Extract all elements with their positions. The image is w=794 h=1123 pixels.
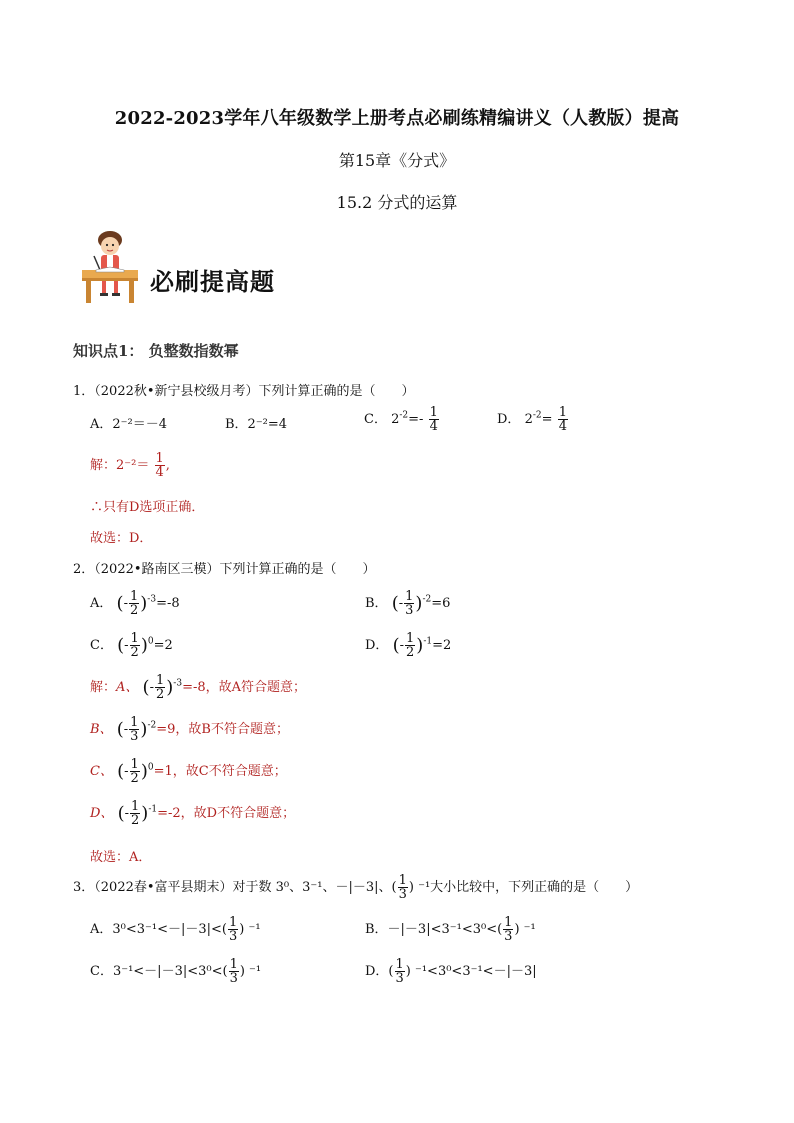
exponent: 0 bbox=[147, 636, 154, 647]
right-paren: ) bbox=[140, 761, 148, 782]
numerator: 1 bbox=[131, 799, 140, 814]
student-at-desk-icon bbox=[78, 226, 148, 306]
q1-option-c bbox=[364, 406, 440, 433]
numerator: 1 bbox=[558, 405, 567, 420]
value: =9，故B不符合题意； bbox=[156, 722, 289, 737]
fraction bbox=[130, 632, 140, 659]
knowledge-point-heading: 知识点1： 负整数指数幂 bbox=[73, 342, 239, 360]
chapter-title: 第15章《分式》 bbox=[338, 151, 456, 170]
fraction bbox=[228, 916, 238, 943]
denominator: 4 bbox=[429, 419, 438, 434]
right-paren: ) bbox=[140, 593, 148, 614]
q1-option-d bbox=[497, 406, 569, 433]
part-2: ) ⁻¹<3⁰<3⁻¹<－|－3| bbox=[405, 964, 537, 979]
exponent: -1 bbox=[423, 636, 433, 647]
right-paren: ) bbox=[140, 635, 148, 656]
fraction bbox=[395, 958, 405, 985]
q1-c-fraction bbox=[429, 406, 439, 433]
fraction bbox=[503, 916, 513, 943]
right-paren: ) bbox=[416, 635, 424, 656]
right-paren: ) bbox=[166, 677, 174, 698]
part-2: ) ⁻¹ bbox=[514, 922, 536, 937]
q1-option-d-label: D． bbox=[497, 412, 521, 427]
denominator: 2 bbox=[406, 645, 415, 660]
right-paren: ) bbox=[415, 593, 423, 614]
exponent: -2 bbox=[422, 594, 432, 605]
part-1: D．( bbox=[365, 964, 394, 979]
letter: A、 bbox=[116, 680, 139, 695]
fraction bbox=[398, 874, 408, 901]
numerator: 1 bbox=[406, 631, 415, 646]
q2-solution-line-3 bbox=[90, 758, 287, 785]
numerator: 1 bbox=[229, 957, 238, 972]
value: =-8 bbox=[156, 596, 180, 611]
denominator: 3 bbox=[398, 887, 407, 902]
numerator: 1 bbox=[229, 915, 238, 930]
denominator: 3 bbox=[504, 929, 513, 944]
q1-solution-line-2: ∴只有D选项正确． bbox=[90, 500, 205, 515]
q1-c-eq: =- bbox=[408, 412, 424, 427]
letter: C、 bbox=[90, 764, 113, 779]
numerator: 1 bbox=[130, 631, 139, 646]
q1-solution-line-3: 故选：D． bbox=[90, 531, 153, 546]
denominator: 4 bbox=[558, 419, 567, 434]
left-paren: ( bbox=[117, 761, 125, 782]
value: =2 bbox=[153, 638, 173, 653]
prefix: 解： bbox=[90, 680, 117, 695]
fraction bbox=[130, 800, 140, 827]
q2-solution-line-2 bbox=[90, 716, 289, 743]
q1-c-exp: -2 bbox=[399, 410, 409, 421]
q2-option-b bbox=[365, 590, 450, 617]
numerator: 1 bbox=[155, 673, 165, 688]
denominator: 3 bbox=[229, 971, 238, 986]
denominator: 2 bbox=[155, 687, 165, 702]
value: =-2，故D不符合题意； bbox=[157, 806, 296, 821]
fraction bbox=[229, 958, 239, 985]
document-title: 2022-2023学年八年级数学上册考点必刷练精编讲义（人教版）提高 bbox=[114, 108, 680, 129]
right-paren: ) bbox=[141, 803, 149, 824]
numerator: 1 bbox=[395, 957, 404, 972]
left-paren: ( bbox=[116, 593, 124, 614]
q1-d-exp: -2 bbox=[532, 410, 542, 421]
exponent: -3 bbox=[173, 678, 183, 689]
exponent: -2 bbox=[147, 720, 157, 731]
question-2-stem: 2．（2022•路南区三模）下列计算正确的是（ ） bbox=[73, 562, 376, 577]
numerator: 1 bbox=[405, 589, 414, 604]
denominator: 3 bbox=[229, 929, 238, 944]
exponent: -3 bbox=[147, 594, 157, 605]
stem-part-2: ) ⁻¹大小比较中，下列正确的是（ ） bbox=[408, 880, 639, 895]
letter: B、 bbox=[90, 722, 113, 737]
q1-sol-prefix: 解：2⁻²＝ bbox=[90, 458, 150, 473]
left-paren: ( bbox=[116, 719, 124, 740]
q1-c-base: 2 bbox=[391, 412, 400, 427]
fraction bbox=[129, 716, 139, 743]
denominator: 3 bbox=[130, 729, 139, 744]
q3-option-a bbox=[90, 916, 261, 943]
exponent: 0 bbox=[147, 762, 154, 773]
neg-sign: - bbox=[398, 596, 404, 611]
fraction bbox=[155, 674, 165, 701]
q2-solution-line-4 bbox=[90, 800, 295, 827]
value: =-8，故A符合题意； bbox=[182, 680, 307, 695]
label: C． bbox=[90, 638, 113, 653]
denominator: 3 bbox=[395, 971, 404, 986]
neg-sign: - bbox=[124, 806, 130, 821]
q1-d-fraction bbox=[558, 406, 568, 433]
left-paren: ( bbox=[142, 677, 150, 698]
numerator: 1 bbox=[504, 915, 513, 930]
numerator: 1 bbox=[129, 589, 139, 604]
part-2: ) ⁻¹ bbox=[239, 964, 262, 979]
banner-title: 必刷提高题 bbox=[150, 267, 275, 296]
fraction bbox=[404, 590, 414, 617]
left-paren: ( bbox=[392, 635, 400, 656]
part-1: B．－|－3|<3⁻¹<3⁰<( bbox=[365, 922, 503, 937]
denominator: 2 bbox=[130, 771, 139, 786]
value: =6 bbox=[431, 596, 451, 611]
fraction bbox=[405, 632, 415, 659]
label: D． bbox=[365, 638, 389, 653]
q3-option-b bbox=[365, 916, 536, 943]
q1-d-eq: = bbox=[541, 412, 553, 427]
q2-option-d bbox=[365, 632, 451, 659]
q2-option-c bbox=[90, 632, 173, 659]
numerator: 1 bbox=[155, 451, 164, 466]
q1-option-a: A．2⁻²＝－4 bbox=[90, 417, 168, 432]
label: B． bbox=[365, 596, 388, 611]
q3-option-d bbox=[365, 958, 537, 985]
q1-sol-comma: , bbox=[165, 458, 170, 473]
part-2: ) ⁻¹ bbox=[239, 922, 261, 937]
fraction bbox=[129, 590, 139, 617]
denominator: 2 bbox=[129, 603, 139, 618]
section-title: 15.2 分式的运算 bbox=[336, 193, 458, 212]
neg-sign: - bbox=[123, 596, 128, 611]
numerator: 1 bbox=[398, 873, 407, 888]
q2-final-answer: 故选：A． bbox=[90, 850, 152, 865]
q1-option-b: B．2⁻²=4 bbox=[225, 417, 288, 432]
right-paren: ) bbox=[140, 719, 148, 740]
question-3-stem bbox=[73, 874, 638, 901]
denominator: 2 bbox=[131, 813, 140, 828]
neg-sign: - bbox=[123, 722, 129, 737]
numerator: 1 bbox=[130, 757, 139, 772]
label: A． bbox=[90, 596, 113, 611]
denominator: 4 bbox=[155, 465, 164, 480]
denominator: 3 bbox=[405, 603, 414, 618]
fraction bbox=[130, 758, 140, 785]
neg-sign: - bbox=[149, 680, 154, 695]
denominator: 2 bbox=[130, 645, 139, 660]
part-1: C．3⁻¹<－|－3|<3⁰<( bbox=[90, 964, 228, 979]
q1-solution-line-1 bbox=[90, 452, 170, 479]
left-paren: ( bbox=[117, 803, 125, 824]
value: =1，故C不符合题意； bbox=[153, 764, 287, 779]
neg-sign: - bbox=[124, 638, 129, 653]
left-paren: ( bbox=[391, 593, 399, 614]
letter: D、 bbox=[90, 806, 114, 821]
neg-sign: - bbox=[124, 764, 129, 779]
numerator: 1 bbox=[130, 715, 139, 730]
question-1-stem: 1．（2022秋•新宁县校级月考）下列计算正确的是（ ） bbox=[73, 384, 415, 399]
stem-part-1: 3．（2022春•富平县期末）对于数 3⁰、3⁻¹、－|－3|、( bbox=[73, 880, 397, 895]
neg-sign: - bbox=[399, 638, 405, 653]
q1-d-base: 2 bbox=[524, 412, 533, 427]
q2-solution-line-1 bbox=[90, 674, 306, 701]
part-1: A．3⁰<3⁻¹<－|－3|<( bbox=[90, 922, 227, 937]
numerator: 1 bbox=[429, 405, 438, 420]
q3-option-c bbox=[90, 958, 261, 985]
left-paren: ( bbox=[117, 635, 125, 656]
q1-option-c-label: C． bbox=[364, 412, 387, 427]
q2-option-a bbox=[90, 590, 180, 617]
q1-sol-fraction bbox=[155, 452, 165, 479]
value: =2 bbox=[432, 638, 452, 653]
exponent: -1 bbox=[148, 804, 158, 815]
